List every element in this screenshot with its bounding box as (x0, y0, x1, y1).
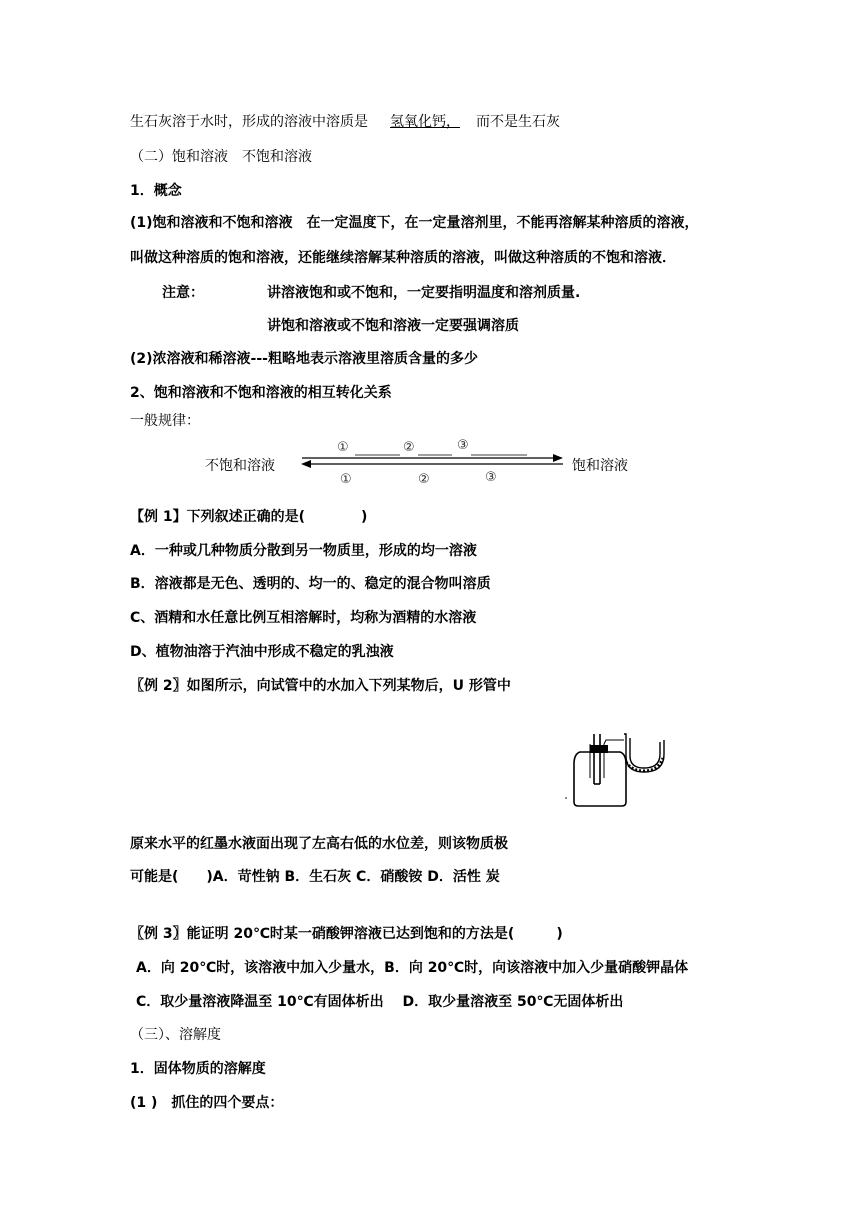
example-1 (130, 508, 367, 526)
saturated-label: 饱和溶液 (572, 458, 628, 474)
example-3-options-cd: C．取少量溶液降温至 10℃有固体析出 D．取少量溶液至 50℃无固体析出 (136, 994, 624, 1010)
underlined-answer: 氢氧化钙， (390, 114, 460, 130)
top-mark-2: ② (403, 440, 415, 455)
note-1: 讲溶液饱和或不饱和，一定要指明温度和溶剂质量. (267, 285, 581, 301)
line-quicklime (130, 113, 560, 131)
u-tube-apparatus-figure (560, 728, 675, 808)
note-label: 注意： (162, 285, 204, 301)
general-rule: 一般规律： (130, 413, 200, 429)
example-1-option-d: D、植物油溶于汽油中形成不稳定的乳浊液 (130, 644, 394, 660)
text: 而不是生石灰 (476, 114, 560, 130)
paragraph-concentration: (2)浓溶液和稀溶液---粗略地表示溶液里溶质含量的多少 (130, 351, 478, 367)
conversion-diagram (205, 438, 665, 494)
unsaturated-label: 不饱和溶液 (205, 458, 275, 474)
paragraph-definition-2: 叫做这种溶质的饱和溶液，还能继续溶解某种溶质的溶液，叫做这种溶质的不饱和溶液． (130, 250, 676, 266)
bottom-mark-2: ② (418, 472, 430, 487)
heading-conversion: 2、饱和溶液和不饱和溶液的相互转化关系 (130, 385, 392, 401)
example-3-options-ab: A．向 20℃时，该溶液中加入少量水，B．向 20℃时，向该溶液中加入少量硝酸钾晶体 (136, 960, 689, 976)
section-saturated: （二）饱和溶液 不饱和溶液 (130, 149, 312, 165)
top-mark-3: ③ (457, 438, 469, 453)
example-3: 〖例 3〗能证明 20℃时某一硝酸钾溶液已达到饱和的方法是( ) (130, 926, 563, 942)
paragraph-definition-1: (1)饱和溶液和不饱和溶液 在一定温度下，在一定量溶剂里，不能再溶解某种溶质的溶液， (130, 215, 699, 231)
example-1-option-c: C、酒精和水任意比例互相溶解时，均称为酒精的水溶液 (130, 610, 477, 626)
example-2: 〖例 2〗如图所示，向试管中的水加入下列某物后，U 形管中 (130, 678, 511, 694)
section-solubility: （三）、溶解度 (130, 1027, 221, 1043)
bottom-mark-1: ① (340, 472, 352, 487)
note-2: 讲饱和溶液或不饱和溶液一定要强调溶质 (267, 318, 519, 334)
top-mark-1: ① (337, 440, 349, 455)
example-2-line-2: 原来水平的红墨水液面出现了左高右低的水位差，则该物质极 (130, 836, 508, 852)
bottom-mark-3: ③ (485, 470, 497, 485)
four-key-points: (1 ) 抓住的四个要点： (130, 1095, 284, 1111)
example-2-options: 可能是( )A．苛性钠 B．生石灰 C．硝酸铵 D．活性 炭 (130, 869, 500, 885)
example-1-option-a: A．一种或几种物质分散到另一物质里，形成的均一溶液 (130, 543, 477, 559)
text: 生石灰溶于水时，形成的溶液中溶质是 (130, 114, 368, 130)
heading-solid-solubility: 1．固体物质的溶解度 (130, 1061, 266, 1077)
example-1-option-b: B．溶液都是无色、透明的、均一的、稳定的混合物叫溶质 (130, 576, 491, 592)
heading-concept: 1．概念 (130, 183, 182, 199)
text: 【例 1】下列叙述正确的是( ) (130, 509, 368, 525)
